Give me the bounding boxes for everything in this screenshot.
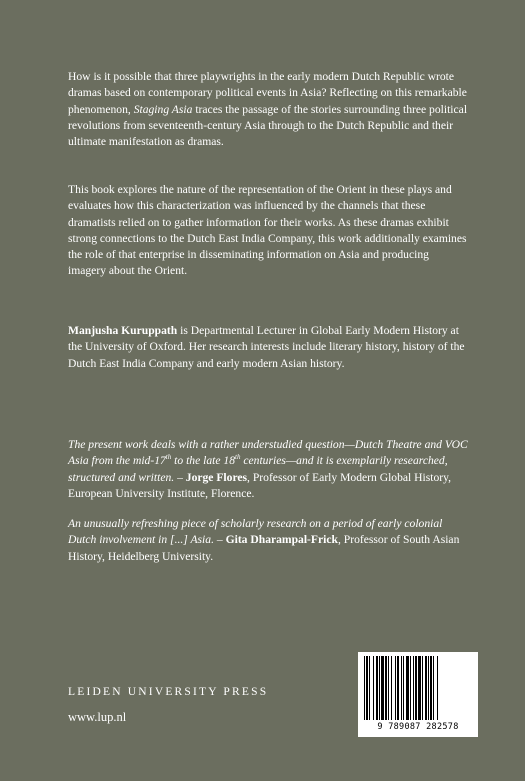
barcode-bar: [403, 656, 404, 720]
barcode-bar: [430, 656, 432, 720]
barcode-bar: [391, 656, 392, 720]
barcode-bar: [418, 656, 421, 720]
barcode-bar: [415, 656, 417, 720]
barcode-bar: [428, 656, 429, 720]
isbn-barcode: [358, 652, 478, 737]
book-title: Staging Asia: [133, 102, 193, 116]
barcode-bar: [364, 656, 365, 720]
description-paragraph-1: How is it possible that three playwrights in the early modern Dutch Republic wrote dramas based on contemporary political events in Asia? Reflecting on this remarkable phenomenon, Staging Asia traces the passage of the stories surrounding three political revolutions from seventeenth-century Asia through to the Dutch Republic and their ultimate manifestation as dramas.: [68, 70, 468, 149]
barcode-bar: [437, 656, 438, 720]
barcode-bar: [366, 656, 368, 720]
endorsement-quote: The present work deals with a rather understudied question—Dutch Theatre and VOC Asia from the mid-17th to the late 18th centuries—and it is exemplarily researched, structured and written.: [68, 438, 468, 484]
endorser-name: Gita Dharampal-Frick: [225, 533, 338, 547]
endorsement-2: An unusually refreshing piece of scholarly research on a period of early colonial Dutch involvement in [...] Asia. – Gita Dharampal-Frick, Professor of South Asian History, Heidelberg University.: [68, 517, 460, 563]
isbn-number: 9 789087 282578: [377, 722, 459, 732]
author-name: Manjusha Kuruppath: [68, 324, 178, 337]
barcode-bar: [425, 656, 427, 720]
barcode-bar: [410, 656, 411, 720]
barcode-bar: [397, 656, 399, 720]
barcode-bar: [381, 656, 384, 720]
endorser-name: Jorge Flores: [185, 470, 248, 484]
barcode-bar: [433, 656, 434, 720]
publisher-website: www.lup.nl: [68, 710, 127, 724]
author-bio: Manjusha Kuruppath is Departmental Lecturer in Global Early Modern History at the University of Oxford. Her research interests include literary history, history of the Dutch East India Company and early modern Asian history.: [68, 324, 465, 370]
description-paragraph-2: This book explores the nature of the representation of the Orient in these plays and evaluates how this characterization was influenced by the channels that these dramatists relied on to gather information for their works. As these dramas exhibit strong connections to the Dutch East India Company, this work additionally examines the role of that enterprise in disseminating information on Asia and producing imagery about the Orient.: [68, 183, 467, 278]
endorsement-1: The present work deals with a rather understudied question—Dutch Theatre and VOC Asia from the mid-17th to the late 18th centuries—and it is exemplarily researched, structured and written. – Jorge Flores, Professor of Early Modern Global History, European University Institute, Florence.: [68, 438, 468, 500]
barcode-bar: [369, 656, 370, 720]
barcode-bar: [388, 656, 389, 720]
barcode-bar: [413, 656, 414, 720]
publisher-name: LEIDEN UNIVERSITY PRESS: [68, 686, 269, 698]
barcode-bar: [379, 656, 380, 720]
barcode-bar: [395, 656, 396, 720]
barcode-bar: [406, 656, 409, 720]
barcode-bar: [422, 656, 423, 720]
endorsement-quote: An unusually refreshing piece of scholarly research on a period of early colonial Dutch involvement in [...] Asia.: [68, 517, 443, 547]
barcode-bar: [373, 656, 374, 720]
barcode-bar: [401, 656, 402, 720]
barcode-bar: [376, 656, 378, 720]
barcode-bar: [385, 656, 387, 720]
barcode-bars: [358, 652, 478, 722]
